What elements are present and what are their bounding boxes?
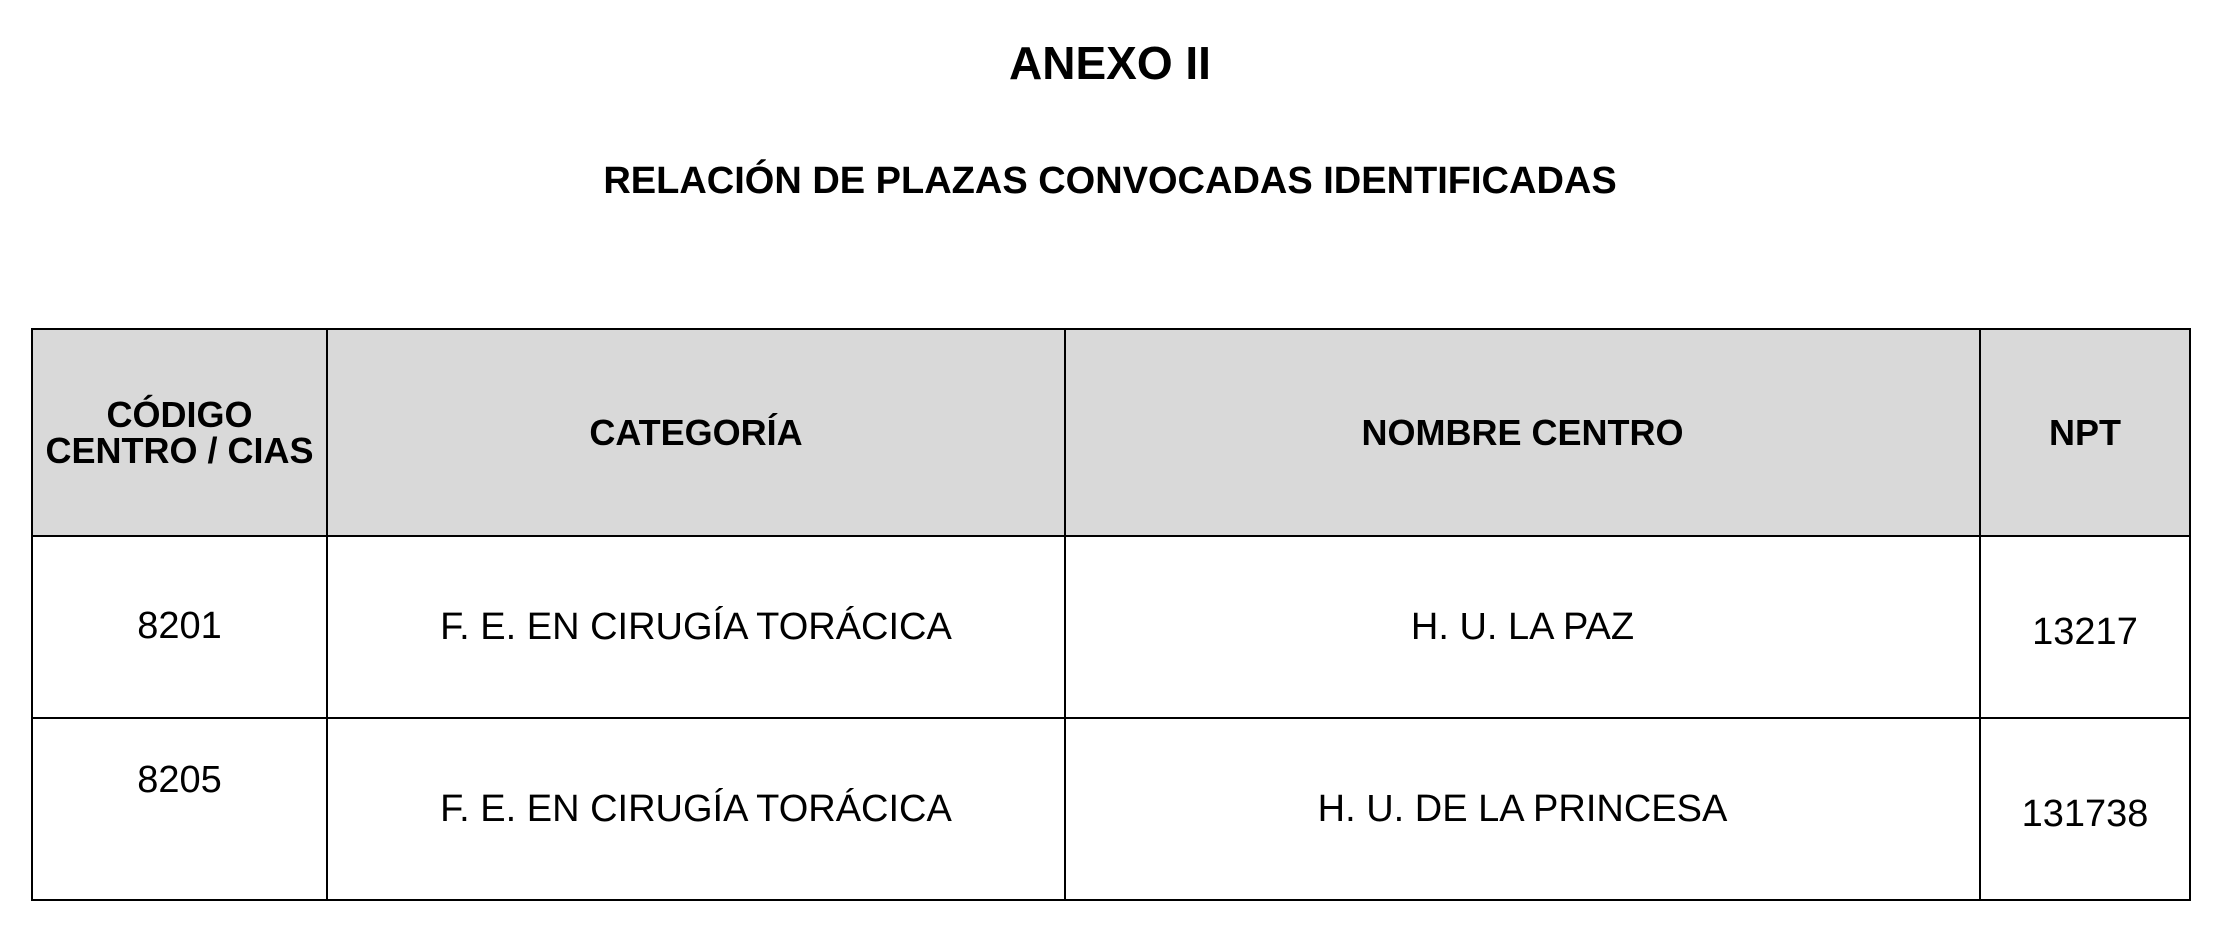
cell-nombre-centro: H. U. DE LA PRINCESA: [1065, 718, 1980, 900]
positions-table: [31, 328, 2191, 901]
header-categoria: CATEGORÍA: [327, 329, 1065, 536]
cell-codigo: [32, 718, 327, 900]
table-header-row: [32, 329, 2190, 536]
cell-npt: [1980, 536, 2190, 718]
cell-npt-text: 131738: [2021, 792, 2149, 835]
table-row: [32, 718, 2190, 900]
document-subtitle: RELACIÓN DE PLAZAS CONVOCADAS IDENTIFICADAS: [603, 160, 1617, 202]
header-nombre-centro: NOMBRE CENTRO: [1065, 329, 1980, 536]
table-header: [32, 329, 2190, 536]
header-npt: NPT: [1980, 329, 2190, 536]
cell-npt: [1980, 718, 2190, 900]
header-codigo-centro-cias: CÓDIGO CENTRO / CIAS: [32, 329, 327, 536]
cell-nombre-centro: H. U. LA PAZ: [1065, 536, 1980, 718]
table-row: [32, 536, 2190, 718]
cell-npt-text: 13217: [2032, 610, 2138, 653]
cell-categoria: F. E. EN CIRUGÍA TORÁCICA: [327, 536, 1065, 718]
cell-codigo: [32, 536, 327, 718]
document-title: ANEXO II: [1009, 37, 1211, 89]
cell-codigo-text: 8201: [137, 605, 222, 647]
table-body: [32, 536, 2190, 900]
cell-categoria: F. E. EN CIRUGÍA TORÁCICA: [327, 718, 1065, 900]
cell-codigo-text: 8205: [137, 759, 222, 801]
